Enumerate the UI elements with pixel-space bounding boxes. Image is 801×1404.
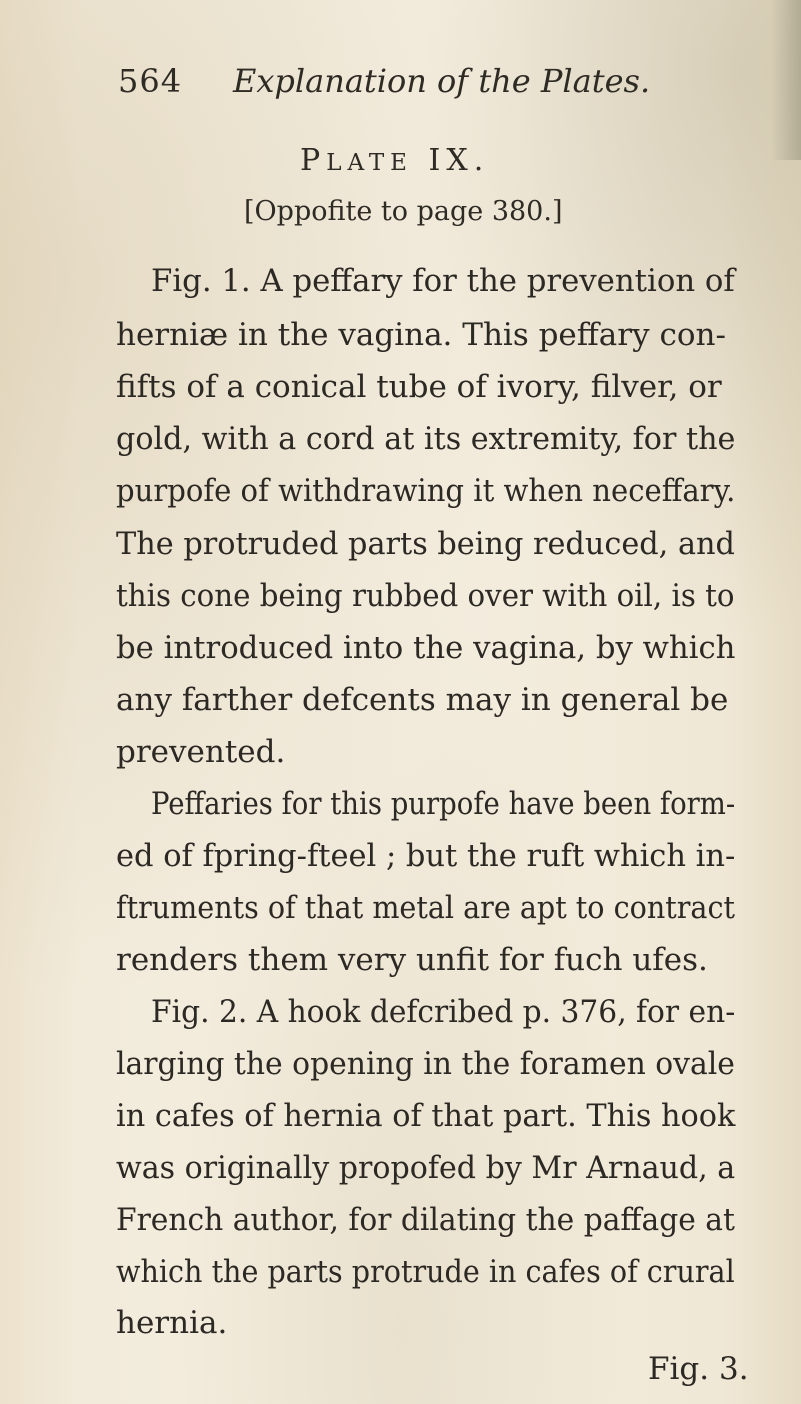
- text-line-8: be introduced into the vagina, by which: [116, 630, 736, 666]
- text-line-21: hernia.: [116, 1305, 228, 1341]
- text-line-13: ftruments of that metal are apt to contract: [116, 890, 735, 926]
- text-line-9: any farther defcents may in general be: [116, 682, 729, 718]
- plate-title-rest: LATE: [326, 150, 413, 176]
- text-line-16: larging the opening in the foramen ovale: [116, 1046, 735, 1082]
- text-line-6: The protruded parts being reduced, and: [116, 526, 735, 562]
- text-line-11: Peffaries for this purpofe have been form-: [151, 786, 736, 822]
- text-line-14: renders them very unfit for fuch ufes.: [116, 942, 708, 978]
- text-line-1: Fig. 1. A peffary for the prevention of: [151, 263, 735, 299]
- text-line-19: French author, for dilating the paffage at: [116, 1202, 735, 1238]
- plate-title: [300, 143, 489, 178]
- page-edge-shadow: [771, 0, 801, 160]
- text-line-12: ed of fpring-fteel ; but the ruft which in-: [116, 838, 736, 874]
- text-line-10: prevented.: [116, 734, 286, 770]
- running-head: Explanation of the Plates.: [233, 62, 651, 100]
- page-number: 564: [118, 62, 183, 100]
- text-line-20: which the parts protrude in cafes of crural: [116, 1254, 735, 1290]
- text-line-7: this cone being rubbed over with oil, is to: [116, 578, 735, 614]
- page-header: [118, 62, 738, 112]
- text-line-17: in cafes of hernia of that part. This hook: [116, 1098, 736, 1134]
- text-line-4: gold, with a cord at its extremity, for the: [116, 421, 736, 457]
- plate-title-numeral: IX.: [428, 143, 490, 178]
- text-line-3: fifts of a conical tube of ivory, filver, or: [116, 369, 722, 405]
- text-line-18: was originally propofed by Mr Arnaud, a: [116, 1150, 736, 1186]
- text-line-5: purpofe of withdrawing it when neceffary.: [116, 473, 736, 509]
- plate-title-initial: P: [300, 143, 327, 178]
- catchword: Fig. 3.: [648, 1351, 749, 1387]
- text-line-15: Fig. 2. A hook defcribed p. 376, for en-: [151, 994, 736, 1030]
- text-line-2: herniæ in the vagina. This peffary con-: [116, 317, 726, 353]
- opposite-page-note: [Oppofite to page 380.]: [244, 196, 563, 227]
